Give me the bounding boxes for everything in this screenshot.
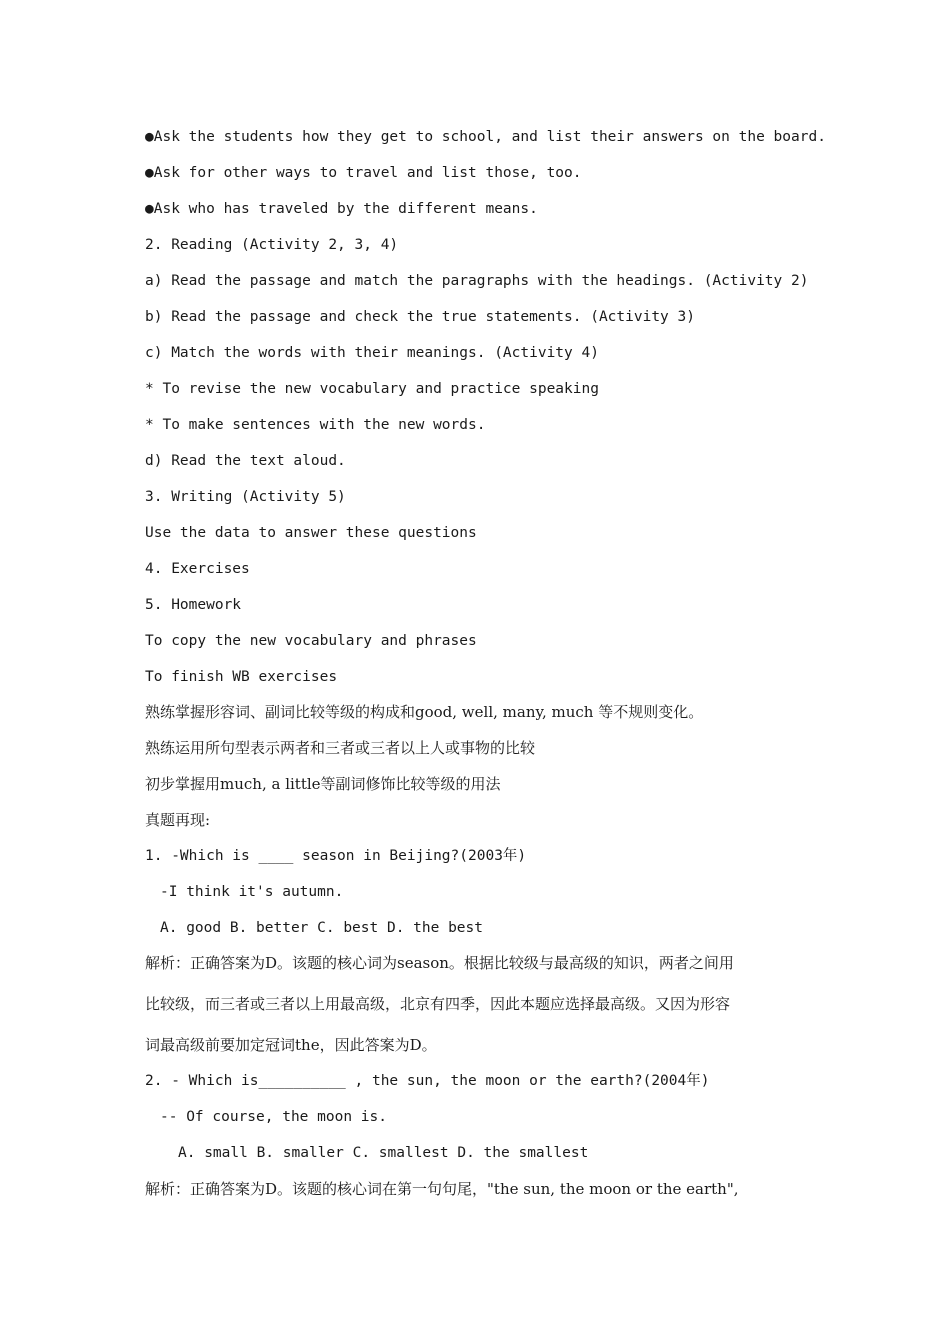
- section-exercises: 4. Exercises: [145, 561, 250, 577]
- analysis-1-line-3: 词最高级前要加定冠词the，因此答案为D。: [145, 1036, 437, 1054]
- objective-1: 熟练掌握形容词、副词比较等级的构成和good, well, many, much 等不规则变化。: [145, 703, 704, 721]
- question-1-reply: -I think it's autumn.: [160, 884, 344, 900]
- homework-item-2: To finish WB exercises: [145, 669, 338, 685]
- analysis-1-line-1: 解析：正确答案为D。该题的核心词为season。根据比较级与最高级的知识，两者之间用: [145, 954, 734, 972]
- section-reading: 2. Reading (Activity 2, 3, 4): [145, 237, 399, 253]
- bullet-line-3: ●Ask who has traveled by the different means.: [145, 201, 538, 217]
- analysis-1-line-2: 比较级，而三者或三者以上用最高级，北京有四季，因此本题应选择最高级。又因为形容: [145, 995, 731, 1013]
- section-writing: 3. Writing (Activity 5): [145, 489, 346, 505]
- objective-2: 熟练运用所句型表示两者和三者或三者以上人或事物的比较: [145, 739, 536, 757]
- question-2: 2. - Which is__________ , the sun, the moon or the earth?(2004年): [145, 1073, 710, 1089]
- reading-step-c: c) Match the words with their meanings. (Activity 4): [145, 345, 599, 361]
- exam-heading: 真题再现:: [145, 811, 211, 829]
- bullet-line-2: ●Ask for other ways to travel and list those, too.: [145, 165, 582, 181]
- question-2-options: A. small B. smaller C. smallest D. the smallest: [178, 1145, 589, 1161]
- reading-step-d: d) Read the text aloud.: [145, 453, 346, 469]
- question-2-reply: -- Of course, the moon is.: [160, 1109, 387, 1125]
- homework-item-1: To copy the new vocabulary and phrases: [145, 633, 477, 649]
- reading-note-2: * To make sentences with the new words.: [145, 417, 486, 433]
- reading-step-b: b) Read the passage and check the true statements. (Activity 3): [145, 309, 695, 325]
- objective-3: 初步掌握用much, a little等副词修饰比较等级的用法: [145, 775, 501, 793]
- question-1-options: A. good B. better C. best D. the best: [160, 920, 484, 936]
- question-1: 1. -Which is ____ season in Beijing?(2003年): [145, 848, 527, 864]
- reading-note-1: * To revise the new vocabulary and practice speaking: [145, 381, 599, 397]
- section-homework: 5. Homework: [145, 597, 242, 613]
- reading-step-a: a) Read the passage and match the paragraphs with the headings. (Activity 2): [145, 273, 809, 289]
- writing-instruction: Use the data to answer these questions: [145, 525, 477, 541]
- bullet-line-1: ●Ask the students how they get to school, and list their answers on the board.: [145, 129, 826, 145]
- analysis-2-line-1: 解析：正确答案为D。该题的核心词在第一句句尾，"the sun, the moon or the earth",: [145, 1180, 739, 1198]
